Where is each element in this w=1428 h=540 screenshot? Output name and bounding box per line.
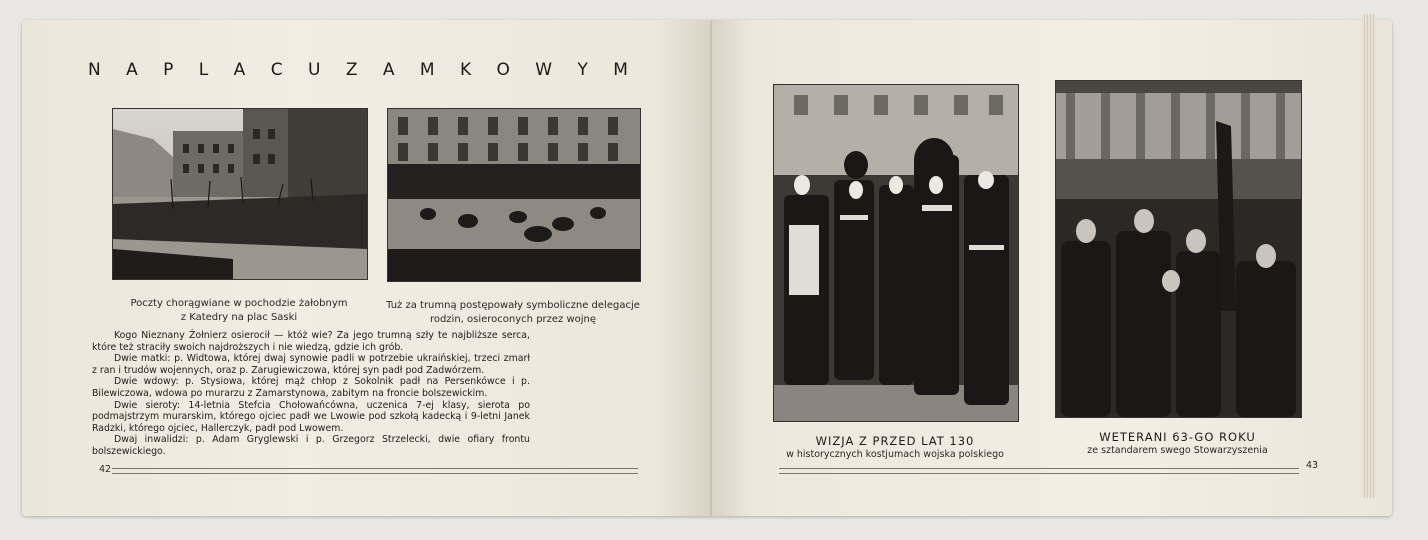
footer-rule-right (779, 468, 1299, 474)
heading-letter: K (459, 60, 472, 80)
photo-historical-costumes (773, 84, 1019, 422)
footer-rule-left (112, 468, 638, 474)
caption-line: Tuż za trumną postępowały symboliczne delegacje (386, 300, 640, 311)
paragraph: Dwie sieroty: 14-letnia Stefcia Chołowańcówna, uczenica 7-ej klasy, sierota po podmajstrzym murarskim, którego ojciec padł we Lwowie pod szkołą kadecką i 9-letni Janek Radzki, którego ojciec, Hallerczyk, padł pod Lwowem. (92, 399, 530, 434)
photo-delegations-square (387, 108, 641, 282)
caption-title: WIZJA Z PRZED LAT 130 (815, 434, 975, 448)
article-text (92, 330, 530, 458)
caption-subtitle: ze sztandarem swego Stowarzyszenia (1087, 445, 1268, 456)
caption-photo-1 (112, 297, 366, 325)
paragraph: Dwie wdowy: p. Stysiowa, której mąż chłop z Sokolnik padł na Persenkówce i p. Bilewiczowa, wdowa po murarzu z Zamarstynowa, zabitym na froncie bolszewickim. (92, 376, 530, 399)
page-number-right: 43 (1306, 460, 1319, 471)
caption-line: Poczty chorągwiane w pochodzie żałobnym (130, 298, 348, 309)
heading-letter: W (535, 60, 553, 80)
caption-line: rodzin, osieroconych przez wojnę (429, 314, 597, 325)
heading-letter: L (198, 60, 209, 80)
caption-line: z Katedry na plac Saski (180, 312, 298, 323)
photo-veterans-1863 (1055, 80, 1302, 418)
photo-procession-cathedral (112, 108, 368, 280)
heading-letter: M (419, 60, 435, 80)
paragraph: Kogo Nieznany Żołnierz osierocił — któż wie? Za jego trumną szły te najbliższe serca, które też straciły swoich najdroższych i nie wiedzą, gdzie ich grób. (92, 330, 530, 353)
caption-title: WETERANI 63-GO ROKU (1099, 430, 1256, 444)
caption-photo-4 (1055, 430, 1300, 458)
heading-letter: P (163, 60, 174, 80)
heading-letter: Y (577, 60, 588, 80)
heading-letter: Z (345, 60, 358, 80)
caption-photo-3 (773, 434, 1017, 462)
heading-letter: U (307, 60, 321, 80)
page-number-left: 42 (99, 464, 112, 475)
heading-letter: A (233, 60, 246, 80)
heading-letter: A (382, 60, 395, 80)
paragraph: Dwaj inwalidzi: p. Adam Gryglewski i p. Grzegorz Strzelecki, dwie ofiary frontu bolszewickiego. (92, 434, 530, 457)
caption-subtitle: w historycznych kostjumach wojska polskiego (786, 449, 1004, 460)
page-edges (1362, 14, 1376, 498)
heading-letter: M (613, 60, 628, 80)
caption-photo-2 (376, 299, 650, 327)
heading-letter: N (88, 60, 101, 80)
heading-letter: A (126, 60, 138, 80)
paragraph: Dwie matki: p. Widtowa, której dwaj synowie padli w potrzebie ukraińskiej, trzeci zmarł z ran i trudów wojennych, oraz p. Zarugiewiczowa, której syn padł pod Zadwórzem. (92, 353, 530, 376)
heading-letter: O (496, 60, 510, 80)
page-heading (88, 60, 628, 80)
heading-letter: C (270, 60, 283, 80)
